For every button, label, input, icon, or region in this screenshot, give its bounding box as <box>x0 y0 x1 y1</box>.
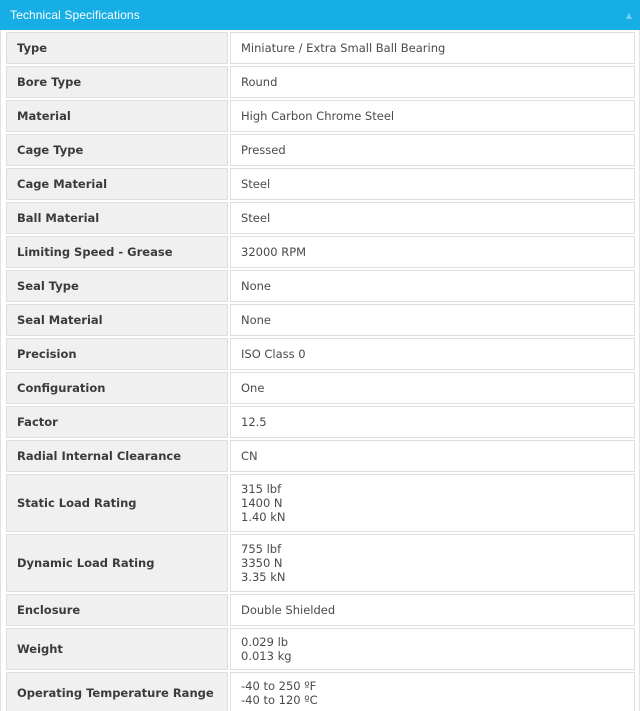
spec-row <box>6 304 635 336</box>
spec-row <box>6 474 635 532</box>
spec-value-line: 1.40 kN <box>241 510 286 524</box>
spec-value <box>230 372 635 404</box>
spec-label: Configuration <box>6 372 228 404</box>
spec-label: Limiting Speed - Grease <box>6 236 228 268</box>
spec-value <box>230 32 635 64</box>
spec-value <box>230 672 635 711</box>
spec-value-line: Pressed <box>241 143 286 157</box>
spec-label: Cage Material <box>6 168 228 200</box>
spec-value-line: -40 to 120 ºC <box>241 693 318 707</box>
panel-header[interactable] <box>0 0 640 30</box>
spec-value <box>230 304 635 336</box>
spec-row <box>6 534 635 592</box>
spec-label: Bore Type <box>6 66 228 98</box>
spec-value <box>230 628 635 670</box>
spec-row <box>6 168 635 200</box>
spec-value-line: 32000 RPM <box>241 245 307 259</box>
spec-label: Precision <box>6 338 228 370</box>
spec-value <box>230 100 635 132</box>
spec-value-line: 315 lbf <box>241 482 282 496</box>
spec-row <box>6 440 635 472</box>
spec-value <box>230 474 635 532</box>
spec-label: Operating Temperature Range <box>6 672 228 711</box>
spec-value-line: 3350 N <box>241 556 283 570</box>
spec-label: Dynamic Load Rating <box>6 534 228 592</box>
spec-value-line: 755 lbf <box>241 542 282 556</box>
spec-label: Seal Type <box>6 270 228 302</box>
spec-value-line: Double Shielded <box>241 603 336 617</box>
specifications-table <box>0 30 640 711</box>
spec-value <box>230 338 635 370</box>
spec-value-line: CN <box>241 449 258 463</box>
spec-label: Type <box>6 32 228 64</box>
spec-row <box>6 628 635 670</box>
spec-label: Material <box>6 100 228 132</box>
spec-value-line: None <box>241 279 272 293</box>
spec-value-line: Miniature / Extra Small Ball Bearing <box>241 41 446 55</box>
spec-value <box>230 134 635 166</box>
chevron-up-icon[interactable]: ▲ <box>625 10 632 20</box>
spec-value <box>230 236 635 268</box>
spec-value-line: None <box>241 313 272 327</box>
spec-row <box>6 372 635 404</box>
spec-label: Weight <box>6 628 228 670</box>
spec-row <box>6 406 635 438</box>
spec-value <box>230 66 635 98</box>
spec-row <box>6 202 635 234</box>
spec-value-line: One <box>241 381 265 395</box>
spec-row <box>6 32 635 64</box>
spec-value-line: -40 to 250 ºF <box>241 679 317 693</box>
spec-value-line: Round <box>241 75 278 89</box>
spec-label: Factor <box>6 406 228 438</box>
spec-value <box>230 440 635 472</box>
spec-row <box>6 66 635 98</box>
spec-value-line: 0.013 kg <box>241 649 292 663</box>
spec-row <box>6 100 635 132</box>
spec-row <box>6 270 635 302</box>
spec-row <box>6 672 635 711</box>
spec-value <box>230 270 635 302</box>
spec-label: Static Load Rating <box>6 474 228 532</box>
spec-value <box>230 406 635 438</box>
spec-value-line: ISO Class 0 <box>241 347 306 361</box>
spec-value-line: Steel <box>241 177 271 191</box>
spec-value <box>230 594 635 626</box>
spec-value-line: 0.029 lb <box>241 635 289 649</box>
spec-value <box>230 534 635 592</box>
spec-value <box>230 202 635 234</box>
spec-value <box>230 168 635 200</box>
spec-label: Radial Internal Clearance <box>6 440 228 472</box>
spec-row <box>6 236 635 268</box>
spec-label: Enclosure <box>6 594 228 626</box>
spec-label: Ball Material <box>6 202 228 234</box>
spec-row <box>6 594 635 626</box>
panel-title: Technical Specifications <box>10 8 140 22</box>
spec-value-line: 12.5 <box>241 415 267 429</box>
spec-value-line: 3.35 kN <box>241 570 286 584</box>
spec-row <box>6 338 635 370</box>
spec-label: Cage Type <box>6 134 228 166</box>
spec-value-line: 1400 N <box>241 496 283 510</box>
spec-value-line: High Carbon Chrome Steel <box>241 109 395 123</box>
spec-row <box>6 134 635 166</box>
spec-value-line: Steel <box>241 211 271 225</box>
spec-label: Seal Material <box>6 304 228 336</box>
